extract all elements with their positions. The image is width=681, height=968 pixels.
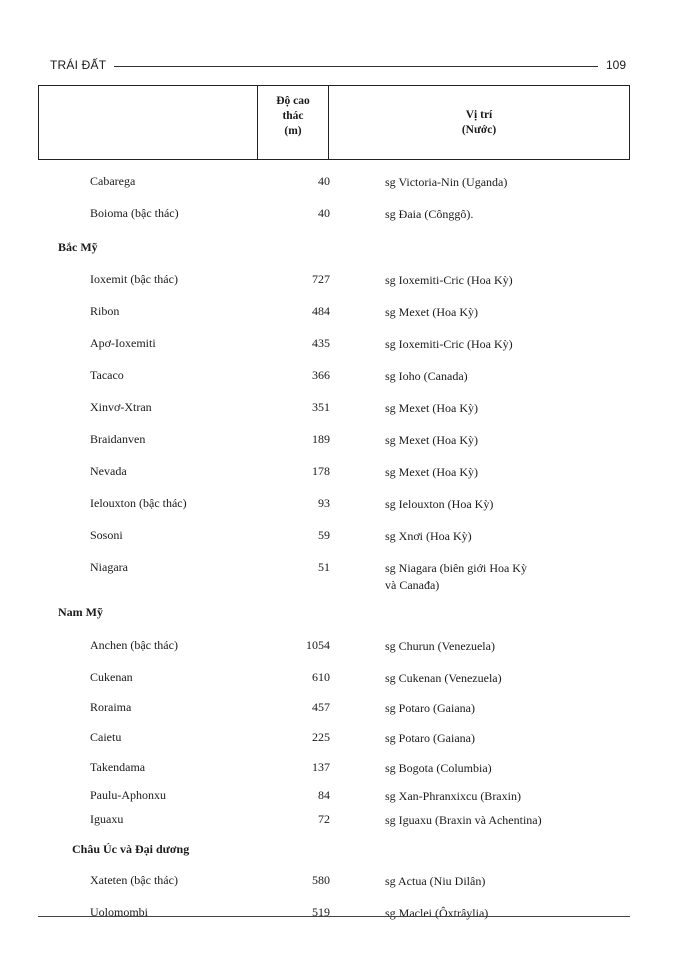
table-row bbox=[0, 174, 681, 194]
waterfall-location bbox=[385, 560, 527, 594]
location-line: sg Churun (Venezuela) bbox=[385, 639, 495, 653]
table-row bbox=[0, 400, 681, 420]
waterfall-height: 93 bbox=[318, 496, 330, 510]
waterfall-location bbox=[385, 272, 513, 289]
waterfall-name: Xinvơ-Xtran bbox=[90, 400, 152, 414]
waterfall-height: 40 bbox=[318, 206, 330, 220]
waterfall-name: Roraima bbox=[90, 700, 132, 714]
table-row bbox=[0, 760, 681, 780]
waterfall-height: 225 bbox=[312, 730, 330, 744]
waterfall-name: Apơ-Ioxemiti bbox=[90, 336, 156, 350]
waterfall-height: 40 bbox=[318, 174, 330, 188]
waterfall-location bbox=[385, 700, 475, 717]
waterfall-location bbox=[385, 812, 542, 829]
waterfall-height: 1054 bbox=[306, 638, 330, 652]
waterfall-location bbox=[385, 368, 468, 385]
section-title: TRÁI ĐẤT bbox=[50, 58, 107, 72]
waterfall-height: 72 bbox=[318, 812, 330, 826]
location-line: và Canađa) bbox=[385, 578, 440, 592]
waterfall-height: 137 bbox=[312, 760, 330, 774]
height-header-line: thác bbox=[282, 110, 304, 122]
location-line: sg Potaro (Gaiana) bbox=[385, 701, 475, 715]
waterfall-height: 610 bbox=[312, 670, 330, 684]
waterfall-name: Tacaco bbox=[90, 368, 124, 382]
table-row bbox=[0, 670, 681, 690]
table-row bbox=[0, 812, 681, 832]
waterfall-location bbox=[385, 206, 473, 223]
waterfall-location bbox=[385, 905, 488, 922]
location-line: sg Mexet (Hoa Kỳ) bbox=[385, 465, 478, 479]
table-row bbox=[0, 432, 681, 452]
table-row bbox=[0, 272, 681, 292]
page-number: 109 bbox=[605, 58, 626, 72]
height-header-line: Độ cao bbox=[276, 95, 310, 107]
location-line: sg Đaia (Cônggô). bbox=[385, 207, 474, 221]
waterfall-height: 366 bbox=[312, 368, 330, 382]
height-header-line: (m) bbox=[284, 125, 302, 137]
waterfall-height: 351 bbox=[312, 400, 330, 414]
waterfall-name: Caietu bbox=[90, 730, 122, 744]
waterfall-location bbox=[385, 400, 478, 417]
waterfall-location bbox=[385, 464, 478, 481]
waterfall-height: 189 bbox=[312, 432, 330, 446]
waterfall-name: Cabarega bbox=[90, 174, 136, 188]
table-row bbox=[0, 905, 681, 925]
location-header-line: Vị trí bbox=[465, 109, 493, 121]
waterfall-height: 457 bbox=[312, 700, 330, 714]
table-row bbox=[0, 638, 681, 658]
waterfall-name: Boioma (bậc thác) bbox=[90, 206, 179, 220]
waterfall-name: Niagara bbox=[90, 560, 128, 574]
region-heading: Nam Mỹ bbox=[58, 605, 103, 619]
location-line: sg Victoria-Nin (Uganda) bbox=[385, 175, 508, 189]
waterfall-height: 84 bbox=[318, 788, 330, 802]
location-line: sg Mexet (Hoa Kỳ) bbox=[385, 401, 478, 415]
location-line: sg Ioxemiti-Cric (Hoa Kỳ) bbox=[385, 337, 513, 351]
waterfall-location bbox=[385, 670, 502, 687]
location-line: sg Potaro (Gaiana) bbox=[385, 731, 475, 745]
waterfall-height: 484 bbox=[312, 304, 330, 318]
location-line: sg Ioho (Canada) bbox=[385, 369, 468, 383]
table-row bbox=[0, 336, 681, 356]
table-row bbox=[0, 368, 681, 388]
waterfall-name: Anchen (bậc thác) bbox=[90, 638, 178, 652]
location-line: sg Mexet (Hoa Kỳ) bbox=[385, 305, 478, 319]
region-heading: Châu Úc và Đại dương bbox=[72, 842, 190, 856]
waterfall-name: Cukenan bbox=[90, 670, 133, 684]
waterfall-name: Nevada bbox=[90, 464, 127, 478]
location-line: sg Bogota (Columbia) bbox=[385, 761, 492, 775]
waterfall-location bbox=[385, 304, 478, 321]
waterfall-height: 727 bbox=[312, 272, 330, 286]
waterfall-name: Takendama bbox=[90, 760, 146, 774]
waterfall-location bbox=[385, 336, 513, 353]
table-row bbox=[0, 873, 681, 893]
table-row bbox=[0, 464, 681, 484]
waterfall-location bbox=[385, 432, 478, 449]
waterfall-location bbox=[385, 788, 521, 805]
location-line: sg Ielouxton (Hoa Kỳ) bbox=[385, 497, 494, 511]
waterfall-name: Xateten (bậc thác) bbox=[90, 873, 178, 887]
location-line: sg Niagara (biên giới Hoa Kỳ bbox=[385, 561, 527, 575]
location-line: sg Cukenan (Venezuela) bbox=[385, 671, 502, 685]
location-header-line: (Nước) bbox=[461, 124, 497, 136]
waterfall-location bbox=[385, 174, 507, 191]
waterfall-height: 178 bbox=[312, 464, 330, 478]
waterfall-height: 51 bbox=[318, 560, 330, 574]
region-heading: Bắc Mỹ bbox=[58, 240, 98, 254]
waterfall-height: 580 bbox=[312, 873, 330, 887]
waterfall-name: Ielouxton (bậc thác) bbox=[90, 496, 187, 510]
waterfall-location bbox=[385, 873, 485, 890]
waterfall-location bbox=[385, 496, 493, 513]
waterfall-name: Iguaxu bbox=[90, 812, 124, 826]
table-row bbox=[0, 528, 681, 548]
table-row bbox=[0, 700, 681, 720]
waterfall-name: Ioxemit (bậc thác) bbox=[90, 272, 178, 286]
waterfall-name: Braidanven bbox=[90, 432, 146, 446]
location-line: sg Ioxemiti-Cric (Hoa Kỳ) bbox=[385, 273, 513, 287]
location-line: sg Maclei (Ôxtrâylia) bbox=[385, 906, 489, 920]
bottom-rule bbox=[38, 916, 630, 917]
table-row bbox=[0, 206, 681, 226]
location-line: sg Mexet (Hoa Kỳ) bbox=[385, 433, 478, 447]
location-line: sg Iguaxu (Braxin và Achentina) bbox=[385, 813, 542, 827]
table-row bbox=[0, 496, 681, 516]
waterfall-name: Uolomombi bbox=[90, 905, 149, 919]
waterfall-location bbox=[385, 730, 475, 747]
table-row bbox=[0, 788, 681, 808]
table-row bbox=[0, 730, 681, 750]
location-line: sg Actua (Niu Dilân) bbox=[385, 874, 486, 888]
waterfall-location bbox=[385, 760, 492, 777]
table-row bbox=[0, 560, 681, 592]
location-line: sg Xan-Phranxixcu (Braxin) bbox=[385, 789, 521, 803]
waterfall-height: 519 bbox=[312, 905, 330, 919]
location-line: sg Xnơi (Hoa Kỳ) bbox=[385, 529, 472, 543]
waterfall-name: Paulu-Aphonxu bbox=[90, 788, 166, 802]
waterfall-name: Ribon bbox=[90, 304, 120, 318]
table-row bbox=[0, 304, 681, 324]
waterfall-height: 59 bbox=[318, 528, 330, 542]
waterfall-name: Sosoni bbox=[90, 528, 123, 542]
waterfall-location bbox=[385, 528, 472, 545]
waterfall-location bbox=[385, 638, 495, 655]
waterfall-height: 435 bbox=[312, 336, 330, 350]
